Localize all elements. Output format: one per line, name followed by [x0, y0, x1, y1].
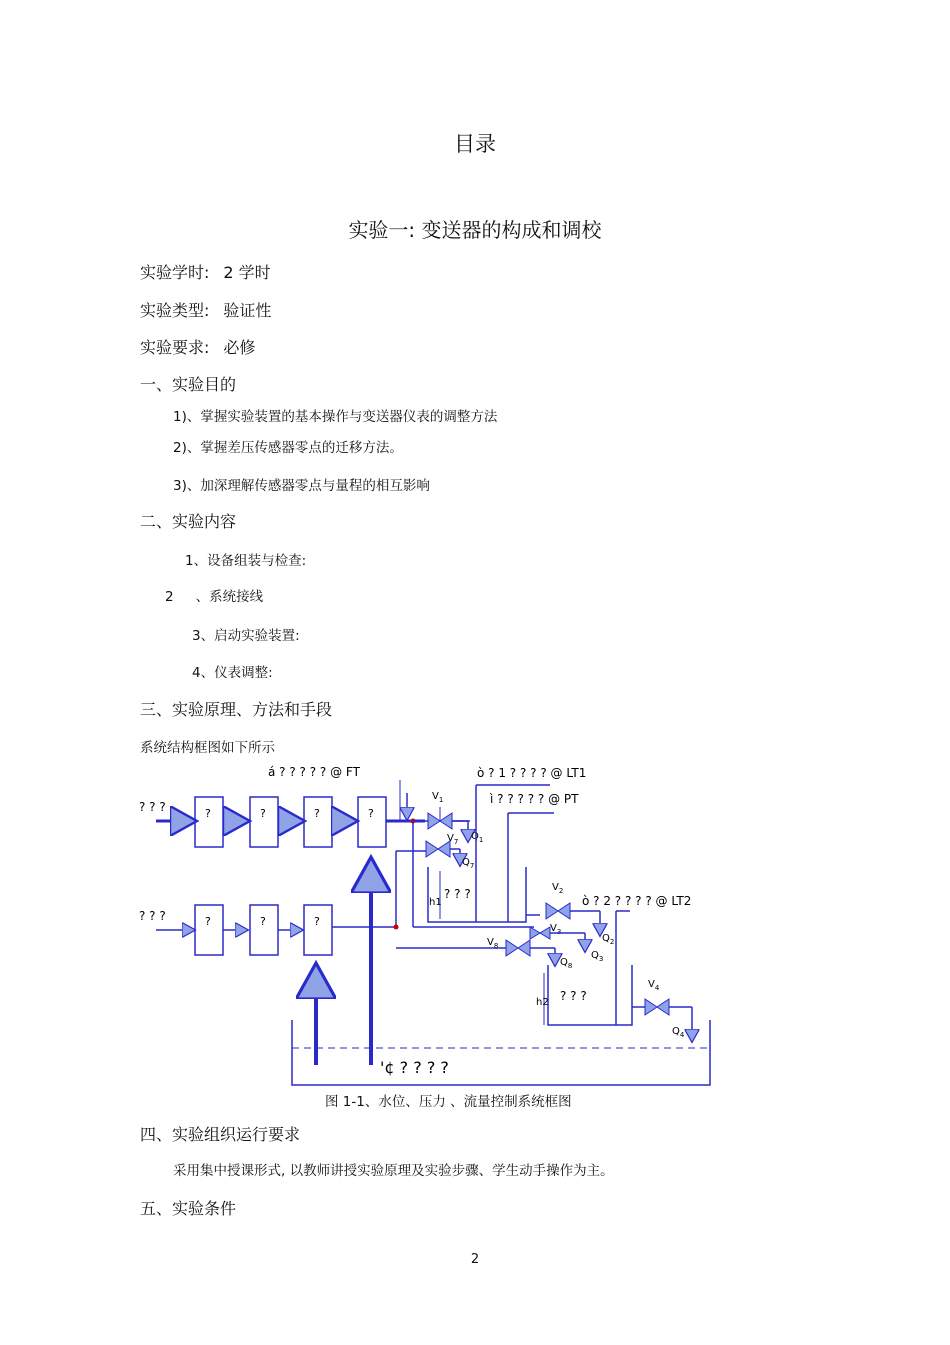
toc-title: 目录 — [454, 132, 496, 156]
meta-label: 实验学时: — [140, 263, 210, 282]
pt-label: ì ? ? ? ? ? @ PT — [490, 792, 579, 806]
page-number: 2 — [470, 1252, 480, 1267]
row2-input-label: ? ? ? — [139, 909, 166, 923]
meta-type — [140, 298, 271, 321]
content-item-text: 、系统接线 — [195, 589, 264, 605]
valve-v3 — [530, 927, 550, 939]
section-heading-conditions: 五、实验条件 — [140, 1199, 237, 1218]
actuator-block-2 — [304, 905, 332, 955]
block-glyph: ? — [205, 915, 211, 928]
controller-block-5 — [250, 905, 278, 955]
meta-value: 验证性 — [223, 301, 272, 320]
purpose-item: 1)、掌握实验装置的基本操作与变送器仪表的调整方法 — [173, 409, 498, 425]
section-heading-principle: 三、实验原理、方法和手段 — [140, 700, 333, 719]
content-item-number: 4 — [192, 665, 201, 681]
meta-requirement — [140, 335, 255, 358]
system-block-diagram — [130, 755, 730, 1090]
purpose-item: 3)、加深理解传感器零点与量程的相互影响 — [173, 478, 430, 494]
tank-2-label: ? ? ? — [560, 989, 587, 1003]
lt2-label: ò ? 2 ? ? ? ? @ LT2 — [582, 894, 692, 908]
block-glyph: ? — [314, 915, 320, 928]
controller-block-3 — [304, 797, 332, 847]
lt1-label: ò ? 1 ? ? ? ? @ LT1 — [477, 766, 587, 780]
block-glyph: ? — [314, 807, 320, 820]
content-item-text: 、设备组装与检查: — [193, 553, 307, 569]
experiment-title: 实验一: 变送器的构成和调校 — [348, 218, 602, 242]
q4-label: $Q_4$ — [672, 1026, 685, 1039]
valve-v4 — [645, 999, 669, 1015]
h2-label: h2 — [536, 997, 549, 1008]
valve-v8 — [506, 940, 530, 956]
q1-label: $Q_1$ — [471, 831, 484, 844]
meta-label: 实验类型: — [140, 301, 210, 320]
reservoir — [292, 1020, 710, 1085]
controller-block-1 — [195, 797, 223, 847]
v7-label: $V_7$ — [447, 833, 459, 846]
content-item-number: 3 — [192, 628, 201, 644]
principle-intro: 系统结构框图如下所示 — [140, 740, 275, 756]
meta-value: 2 学时 — [223, 263, 271, 282]
q3-label: $Q_3$ — [591, 950, 604, 963]
controller-block-4 — [195, 905, 223, 955]
meta-value: 必修 — [223, 338, 256, 357]
content-item — [165, 585, 263, 605]
figure-caption: 图 1-1、水位、压力 、流量控制系统框图 — [325, 1094, 572, 1110]
content-item — [192, 624, 300, 644]
controller-block-2 — [250, 797, 278, 847]
v4-label: $V_4$ — [648, 979, 660, 992]
ft-label: á ? ? ? ? ? @ FT — [268, 765, 360, 779]
h1-label: h1 — [429, 897, 442, 908]
q7-label: $Q_7$ — [462, 857, 475, 870]
block-glyph: ? — [260, 807, 266, 820]
meta-label: 实验要求: — [140, 338, 210, 357]
v3-label: $V_3$ — [550, 923, 562, 936]
block-glyph: ? — [260, 915, 266, 928]
block-glyph: ? — [368, 807, 374, 820]
section-heading-organization: 四、实验组织运行要求 — [140, 1125, 301, 1144]
tank-1 — [428, 867, 526, 922]
v1-label: $V_1$ — [432, 791, 444, 804]
content-item-number: 2 — [165, 589, 174, 605]
junction-node — [394, 925, 399, 930]
content-item — [185, 549, 306, 569]
organization-text: 采用集中授课形式, 以教师讲授实验原理及实验步骤、学生动手操作为主。 — [173, 1163, 614, 1179]
purpose-item: 2)、掌握差压传感器零点的迁移方法。 — [173, 440, 403, 456]
reservoir-label: '¢ ? ? ? ? — [380, 1058, 449, 1077]
section-heading-purpose: 一、实验目的 — [140, 375, 237, 394]
q2-label: $Q_2$ — [602, 933, 615, 946]
content-item-number: 1 — [185, 553, 194, 569]
content-item-text: 、仪表调整: — [200, 665, 273, 681]
valve-v2 — [546, 903, 570, 919]
tank-1-label: ? ? ? — [444, 887, 471, 901]
meta-hours — [140, 260, 271, 283]
block-glyph: ? — [205, 807, 211, 820]
content-item-text: 、启动实验装置: — [200, 628, 300, 644]
q8-label: $Q_8$ — [560, 957, 573, 970]
section-heading-content: 二、实验内容 — [140, 512, 237, 531]
v2-label: $V_2$ — [552, 882, 564, 895]
actuator-block-1 — [358, 797, 386, 847]
content-item — [192, 661, 273, 681]
v8-label: $V_8$ — [487, 937, 499, 950]
row1-input-label: ? ? ? — [139, 800, 166, 814]
